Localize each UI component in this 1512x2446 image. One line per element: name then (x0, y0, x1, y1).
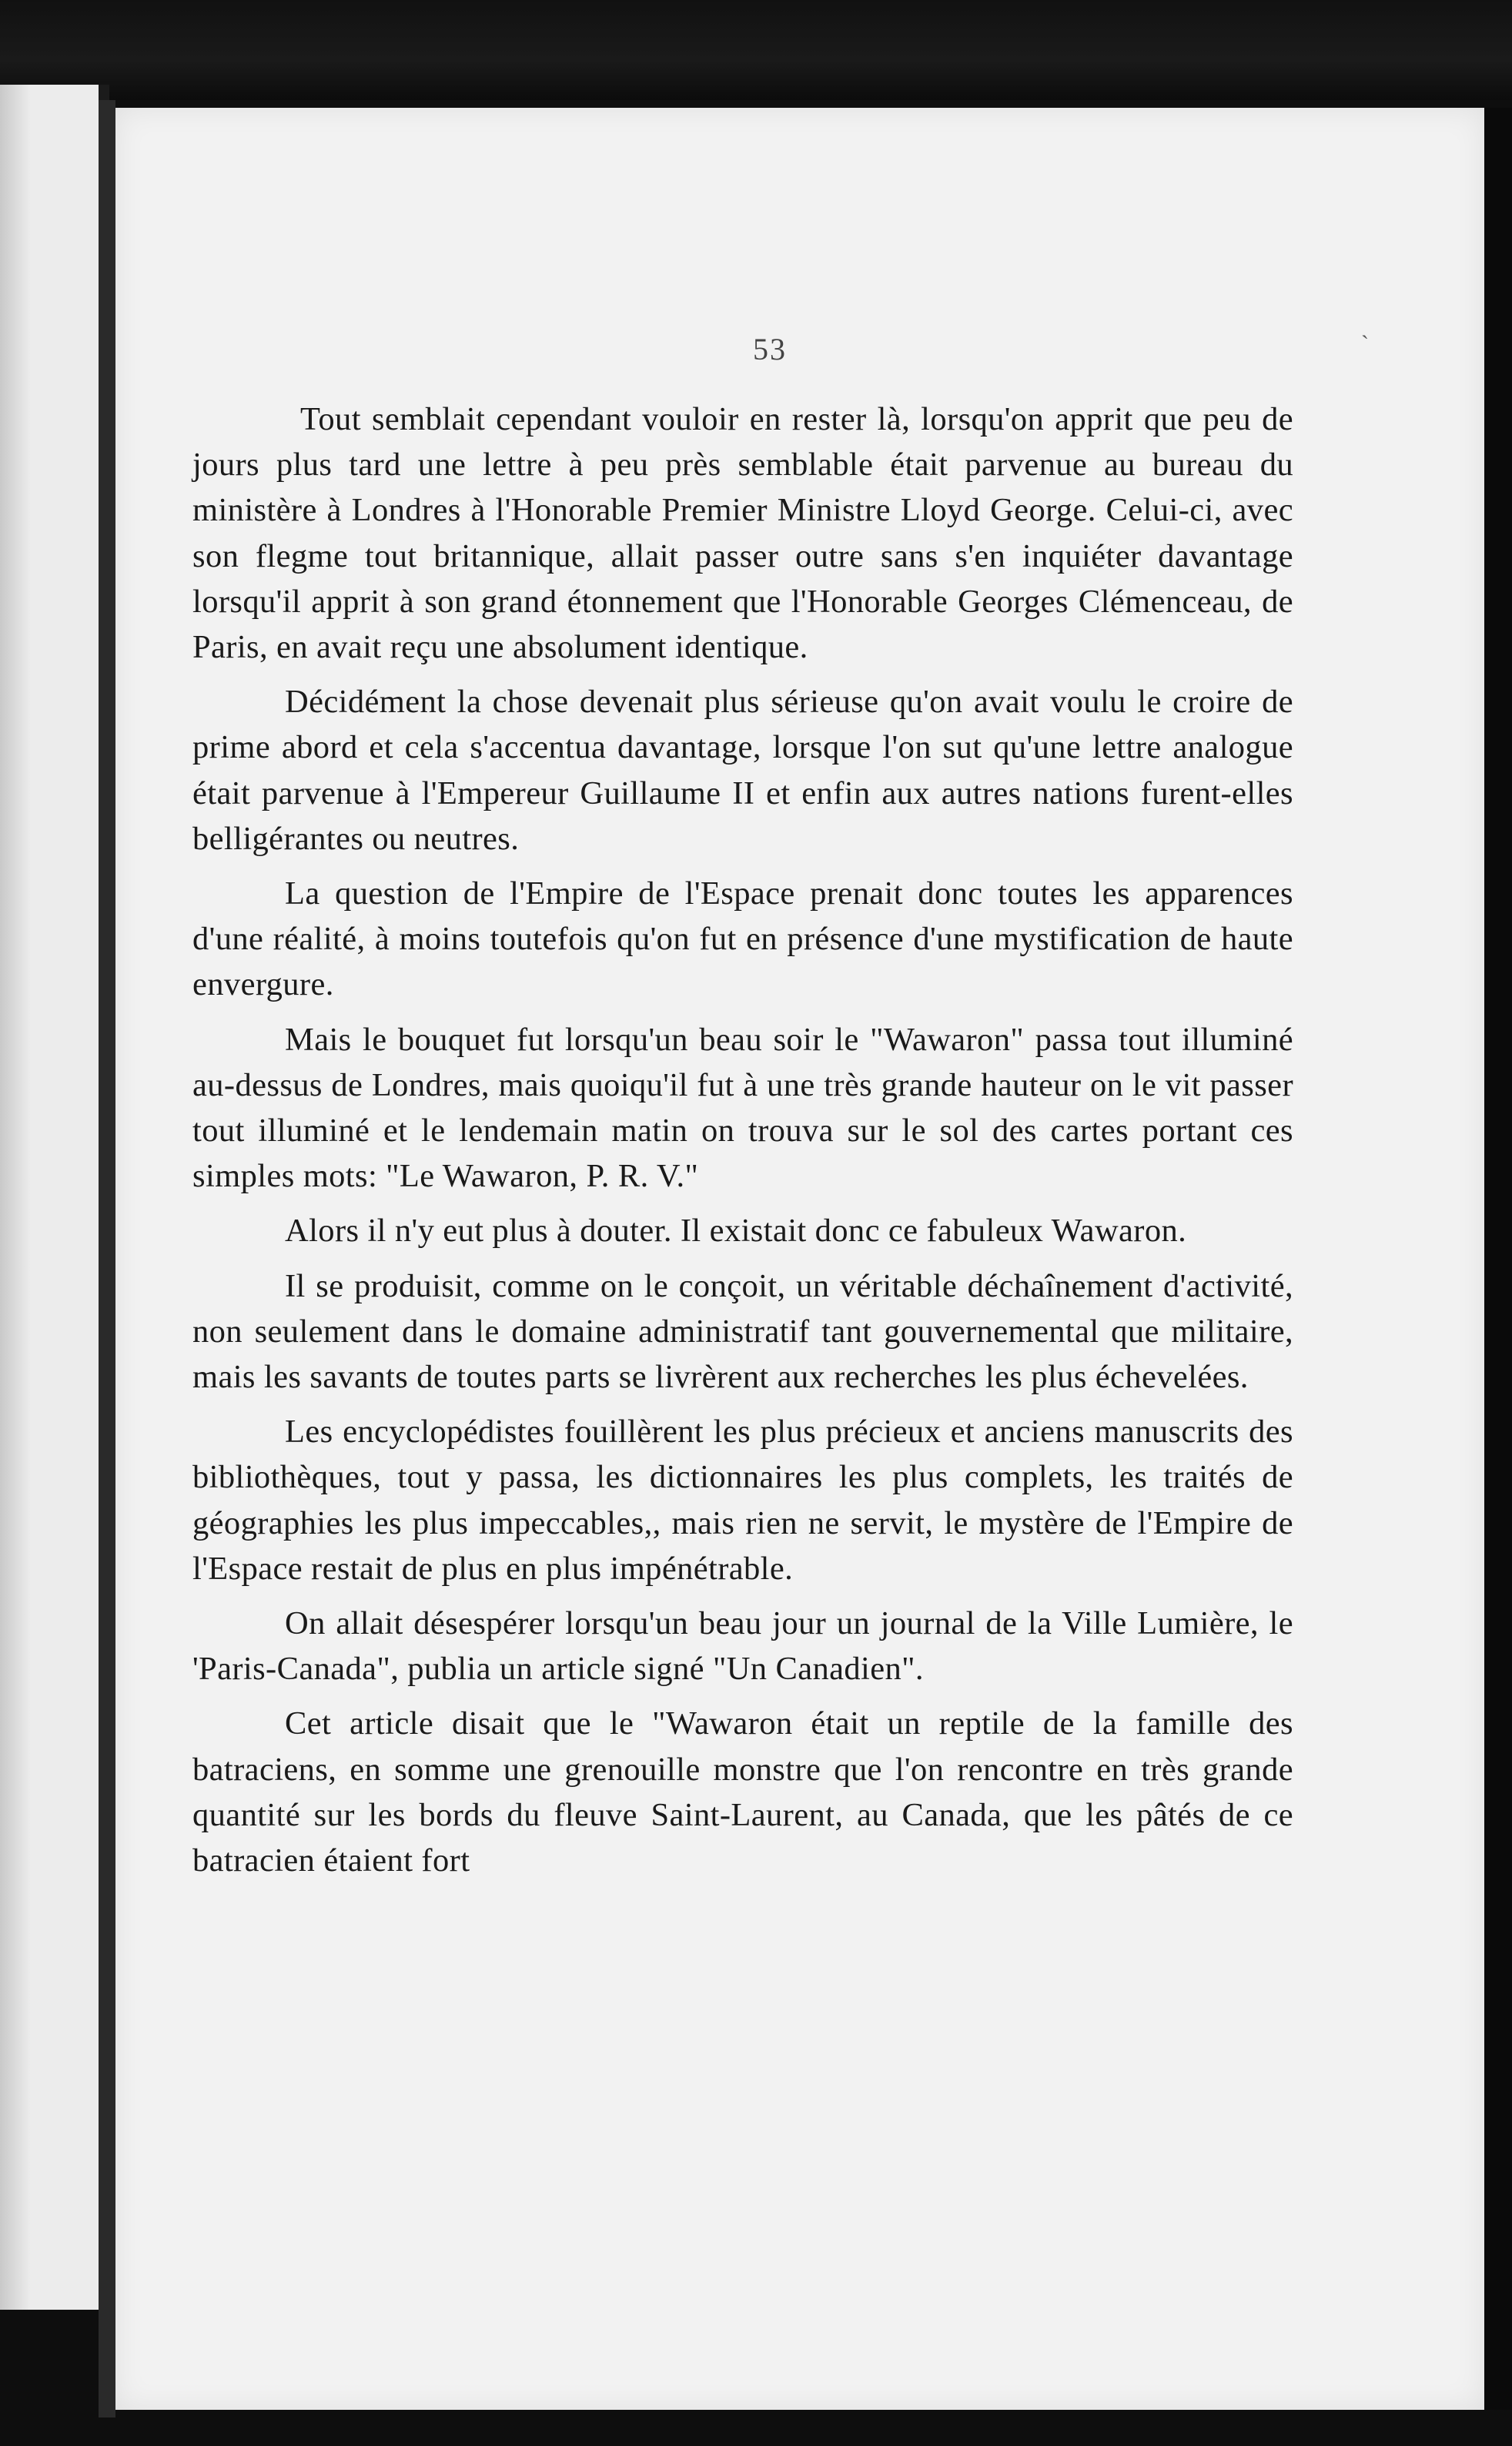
facing-page-shadow (0, 85, 31, 2310)
paragraph: Il se produisit, comme on le conçoit, un véritable déchaînement d'activité, non seulement dans le domaine administratif tant gouvernemental que militaire, mais les savants de toutes parts se livrèrent aux recherches les plus échevelées. (192, 1267, 1293, 1396)
paragraph: La question de l'Empire de l'Espace prenait donc toutes les apparences d'une réalité, à moins toutefois qu'on fut en présence d'une mystification de haute envergure. (192, 875, 1293, 1003)
paragraph: Alors il n'y eut plus à douter. Il existait donc ce fabuleux Wawaron. (285, 1213, 1187, 1250)
paragraph: Tout semblait cependant vouloir en rester là, lorsqu'on apprit que peu de jours plus tard une lettre à peu près semblable était parvenue au bureau du ministère à Londres à l'Honorable Premier Ministre Lloyd George. Celui-ci, avec son flegme tout britannique, allait passer outre sans s'en inquiéter davantage lorsqu'il apprit à son grand étonnement que l'Honorable Georges Clémenceau, de Paris, en avait reçu une absolument identique. (192, 401, 1293, 666)
book-gutter (99, 100, 115, 2418)
paragraph: Mais le bouquet fut lorsqu'un beau soir le "Wawaron" passa tout illuminé au-dessus de Londres, mais quoiqu'il fut à une très grande hauteur on le vit passer tout illuminé et le lendemain matin on trouva sur le sol des cartes portant ces simples mots: "Le Wawaron, P. R. V." (192, 1021, 1293, 1195)
paragraph: Les encyclopédistes fouillèrent les plus précieux et anciens manuscrits des bibliothèques, tout y passa, les dictionnaires les plus complets, les traités de géographies les plus impeccables,, mais rien ne servit, le mystère de l'Empire de l'Espace restait de plus en plus impénétrable. (192, 1414, 1293, 1587)
page-text (192, 397, 1293, 1892)
paragraph: Décidément la chose devenait plus sérieuse qu'on avait voulu le croire de prime abord et cela s'accentua davantage, lorsque l'on sut qu'une lettre analogue était parvenue à l'Empereur Guillaume II et enfin aux autres nations furent-elles belligérantes ou neutres. (192, 684, 1293, 857)
paragraph: Cet article disait que le "Wawaron était un reptile de la famille des batraciens, en somme une grenouille monstre que l'on rencontre en très grande quantité sur les bords du fleuve Saint-Laurent, au Canada, que les pâtés de ce batracien étaient fort (192, 1705, 1293, 1879)
stray-mark: ˋ (1361, 331, 1369, 356)
scan-background-right (1484, 108, 1512, 2410)
page-number: 53 (753, 332, 787, 366)
scan-background-top (0, 0, 1512, 100)
paragraph: On allait désespérer lorsqu'un beau jour un journal de la Ville Lumière, le 'Paris-Canada", publia un article signé "Un Canadien". (192, 1605, 1293, 1688)
facing-page-edge (0, 85, 109, 2310)
